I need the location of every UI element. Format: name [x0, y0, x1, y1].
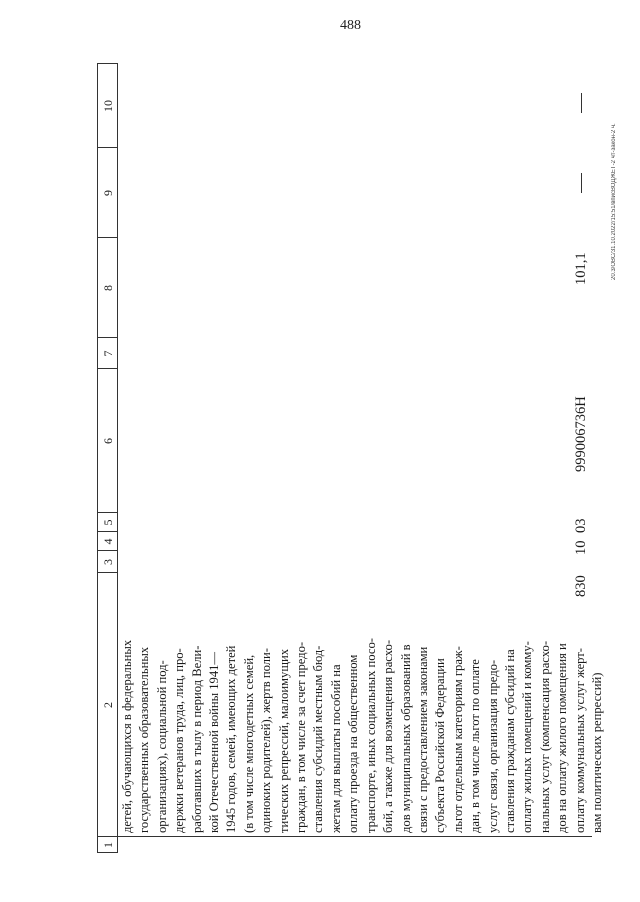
description-line: детей, обучающихся в федеральных [120, 639, 134, 833]
cell-col5-subsection: 03 [573, 518, 589, 533]
cell-col3-code: 830 [573, 575, 589, 597]
description-line: граждан, в том числе за счет предо- [294, 641, 309, 833]
description-line: (в том числе многодетных семей, [241, 654, 256, 833]
description-line: льгот отдельным категориям граж- [450, 646, 465, 833]
description-line: нальных услуг (компенсация расхо- [537, 640, 552, 833]
rotated-table-page [97, 63, 604, 853]
column-number: 8 [101, 285, 115, 291]
column-number: 9 [101, 190, 115, 196]
description-line: одиноких родителей), жертв поли- [259, 648, 274, 833]
description-line: услуг связи, организация предо- [485, 659, 500, 833]
description-line: ставления субсидий местным бюд- [311, 645, 326, 833]
column-number: 5 [101, 519, 115, 526]
column-number: 10 [101, 100, 115, 112]
description-line: государственных образовательных [137, 646, 152, 833]
column-number: 2 [101, 702, 115, 708]
description-line: оплату жилых помещений и комму- [520, 641, 535, 833]
description-line: организациях), социальной под- [154, 660, 169, 833]
description-line: тических репрессий, малоимущих [276, 648, 291, 833]
description-line: дов на оплату жилого помещения и [555, 643, 570, 833]
description-line: держки ветеранов труда, лиц, про- [172, 648, 187, 833]
column-number: 7 [101, 350, 115, 357]
description-line: вам политических репрессий) [589, 672, 604, 833]
margin-stamp: 20.3/ОВС/31.10.2022/15:51/вписВОДЖЕТ-2 чт-закон-2 ч. [611, 123, 617, 280]
cell-col8-amount: 101,1 [573, 252, 589, 285]
column-number: 4 [101, 538, 115, 545]
description-line: жетам для выплаты пособий на [328, 664, 343, 833]
header-bottom-border [117, 63, 118, 853]
column-number: 1 [101, 842, 115, 848]
description-line: 1945 годов, семей, имеющих детей [224, 645, 239, 833]
description-line: транспорте, иных социальных посо- [363, 638, 378, 833]
description-line: оплату проезда на общественном [346, 654, 361, 833]
cell-col9-dash [581, 173, 582, 193]
cell-col4-section: 10 [573, 540, 589, 555]
description-line: субъекта Российской Федерации [433, 658, 448, 833]
description-line: связи с предоставлением законами [415, 646, 430, 833]
cell-col10-dash [581, 93, 582, 113]
description-line: оплату коммунальных услуг жерт- [572, 648, 587, 833]
description-line: кой Отечественной войны 1941— [207, 651, 222, 833]
column-number: 3 [101, 559, 115, 565]
description-line: дов муниципальных образований в [398, 644, 413, 833]
description-line: дан, в том числе льгот по оплате [468, 659, 483, 833]
col-divider [97, 836, 592, 837]
description-line: ставления гражданам субсидий на [502, 649, 517, 833]
description-line: работавших в тылу в период Вели- [189, 645, 204, 833]
row-description [119, 393, 606, 833]
header-top-border [97, 63, 98, 853]
column-number: 6 [101, 438, 115, 444]
description-line: бий, а также для возмещения расхо- [381, 639, 396, 833]
cell-col6-target-article: 999006736Н [573, 396, 589, 472]
page-number: 488 [340, 18, 361, 33]
